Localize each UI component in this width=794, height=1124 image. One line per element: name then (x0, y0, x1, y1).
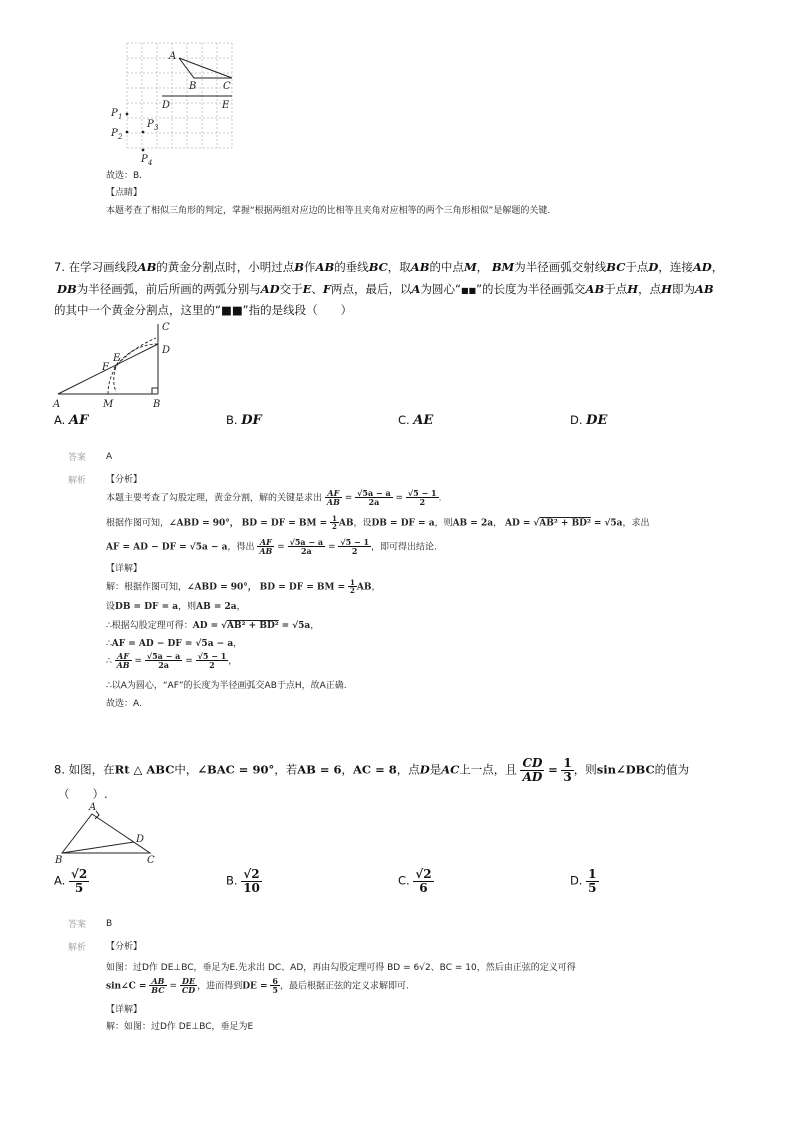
option-letter: A. (54, 413, 66, 427)
q7-detail-6: ∴以A为圆心，“AF”的长度为半径画弧交AB于点H，故A正确. (106, 681, 347, 691)
q7-fig-d: D (162, 345, 171, 356)
q7-text: ， (476, 260, 489, 274)
q7-detail-5: ∴ $\frac{AF}{AB}$ = $\frac{√5a - a}{2a}$ = $\frac{√5 - 1}{2}$ ， (106, 651, 238, 671)
q7-text: 的中点 (429, 260, 464, 274)
grid-label-p2: P (111, 128, 118, 139)
frac-num: 1 (350, 578, 355, 587)
q8-fig-a: A (89, 802, 97, 813)
detail-math: BD = DF = BM = (259, 582, 346, 593)
q8-text: ，点 (396, 762, 420, 777)
q8-math: AB = 6 (297, 762, 342, 777)
frac-den: 5 (74, 880, 84, 895)
frac-num: 1 (332, 514, 337, 523)
option-letter: B. (226, 413, 238, 427)
q7-text: ， (711, 260, 724, 274)
analysis-math: sin∠C = (106, 981, 147, 992)
q8-math: D (419, 762, 430, 777)
q8-line-2: （ ）. (58, 787, 108, 801)
frac-den: BC (151, 985, 165, 996)
q8-math: sin∠DBC (596, 762, 655, 777)
frac-num: √5a − a (357, 488, 391, 498)
detail-text: ∴ (106, 639, 112, 649)
q7-detail-3: ∴根据勾股定理可得：AD = √AB² + BD² = √5a， (106, 621, 320, 631)
detail-math: AF = AD − DF = √5a − a (111, 639, 234, 649)
frac-num: √5a − a (289, 537, 324, 547)
q7-sym: BM (491, 260, 515, 274)
q8-text: 的值为 (654, 762, 690, 777)
frac-den: 5 (272, 985, 278, 996)
q7-line-1 (54, 257, 723, 277)
frac-den: 2 (332, 522, 337, 532)
q7-sym: M (463, 260, 477, 274)
q8-math: AC = 8 (353, 762, 397, 777)
analysis-math: ∠ABD = 90°， (169, 518, 239, 529)
q8-analysis-label: 解析 (68, 943, 87, 953)
detail-math: AB (356, 582, 372, 593)
q8-text: 中， (174, 762, 198, 777)
analysis-text: ，求出 (622, 518, 650, 529)
detail-text: ，则 (178, 602, 197, 612)
q8-fig-c: C (147, 855, 155, 866)
q8-math: ∠BAC = 90° (197, 762, 275, 777)
frac-num: √5 − 1 (197, 651, 227, 661)
q7-analysis-label: 解析 (68, 476, 87, 486)
frac-den: CD (181, 985, 196, 996)
q8-text: 是 (429, 762, 442, 777)
option-letter: D. (570, 413, 583, 427)
detail-math: ∠ABD = 90°， (187, 582, 257, 593)
q7-sym: AD (260, 282, 280, 296)
grid-sub-3: 3 (154, 124, 159, 132)
q7-answer-label: 答案 (68, 453, 87, 463)
q7-text: 作 (304, 260, 316, 274)
q8-xiangjie: 【详解】 (106, 1005, 143, 1015)
detail-math: = √5a (281, 621, 311, 631)
option-letter: A. (54, 873, 66, 888)
frac-den: AB (116, 660, 130, 671)
answer-line: 故选：B. (106, 171, 143, 181)
q8-answer: B (106, 919, 113, 929)
q7-sym: AB (585, 282, 605, 296)
q7-sym: AB (315, 260, 335, 274)
q7-text: 、 (311, 282, 323, 296)
q7-answer: A (106, 452, 113, 462)
frac-num: √2 (70, 867, 88, 881)
frac-den: 2a (368, 497, 380, 508)
q8-text: ，则 (573, 762, 597, 777)
frac-den: 2a (300, 546, 312, 557)
q7-sym: DB (57, 282, 77, 296)
q7-text: ”的长度为半径画弧交 (476, 282, 586, 296)
q7-xiangjie: 【详解】 (106, 564, 143, 574)
q7-line-2 (57, 279, 714, 301)
analysis-text: ，进而得到 (197, 981, 243, 992)
q7-text: 为半径画弧交射线 (514, 260, 607, 274)
q7-detail-2: 设DB = DF = a，则AB = 2a， (106, 602, 246, 612)
sqrt-inner: AB² + BD² (539, 518, 591, 529)
q8-math: Rt △ ABC (114, 762, 175, 777)
q8-text: ， (341, 762, 353, 777)
q8-answer-label: 答案 (68, 920, 87, 930)
grid-label-p4: P (141, 154, 148, 165)
frac-den: AD (522, 769, 543, 784)
analysis-math: DE = (242, 981, 268, 992)
q7-sym: AB (694, 282, 714, 296)
q7-fig-f: F (102, 362, 109, 373)
q7-option-c[interactable] (398, 413, 433, 428)
q7-sym: F (322, 282, 332, 296)
tip-header: 【点睛】 (106, 188, 143, 198)
analysis-text: ，最后根据正弦的定义求解即可. (280, 981, 409, 992)
grid-sub-4: 4 (148, 159, 153, 167)
q7-text: ■■ (460, 286, 477, 295)
grid-sub-1: 1 (118, 113, 123, 121)
frac-num: √5 − 1 (407, 488, 437, 498)
detail-math: DB = DF = a (115, 602, 179, 612)
analysis-text: ，即可得出结论. (371, 542, 437, 553)
analysis-math: AD = (504, 518, 531, 529)
q8-fenxi: 【分析】 (106, 942, 143, 952)
option-letter: C. (398, 413, 410, 427)
grid-label-a: A (169, 51, 177, 62)
analysis-math: AB = 2a (452, 518, 494, 529)
q7-text: ，连接 (658, 260, 693, 274)
q8-fig-b: B (55, 855, 63, 866)
option-value: DF (241, 413, 262, 428)
option-letter: B. (226, 873, 238, 888)
frac-num: AF (257, 538, 274, 547)
detail-text: ∴根据勾股定理可得： (106, 621, 193, 631)
frac-den: 5 (588, 880, 597, 895)
q8-analysis-2: sin∠C = $\frac{AB}{BC}$ = $\frac{DE}{CD}$ ，进而得到DE = $\frac{6}{5}$ ，最后根据正弦的定义求解即可. (106, 976, 409, 996)
frac-num: 1 (563, 756, 572, 770)
q7-detail-1: 解：根据作图可知，∠ABD = 90°， BD = DF = BM = $\frac{1}{2}$ AB， (106, 578, 381, 596)
grid-figure (105, 38, 240, 168)
q7-sym: BC (606, 260, 626, 274)
frac-num: √2 (241, 868, 262, 882)
q7-detail-7: 故选：A. (106, 699, 142, 709)
option-value: DE (586, 413, 608, 428)
frac-den: AB (259, 546, 273, 557)
q7-text: 7. 在学习画线段 (54, 260, 138, 274)
q7-sym: BC (368, 260, 388, 274)
frac-den: 2a (158, 660, 169, 671)
q8-option-d[interactable] (570, 868, 599, 894)
q7-analysis-1: 本题主要考查了勾股定理，黄金分割，解的关键是求出 $\frac{AF}{AB}$ = $\frac{√5a - a}{2a}$ = $\frac{√5 - 1}{2}$ . (106, 488, 442, 508)
q8-option-b[interactable] (226, 868, 262, 894)
option-letter: D. (570, 873, 583, 888)
q7-fig-b: B (153, 399, 161, 410)
q7-detail-4: ∴AF = AD − DF = √5a − a， (106, 639, 243, 649)
frac-den: 6 (419, 880, 428, 895)
q7-text: 于点 (604, 282, 628, 296)
frac-den: 2 (209, 660, 215, 671)
frac-num: √5a − a (146, 651, 181, 661)
q7-fig-m: M (103, 399, 114, 410)
q8-analysis-1: 如图：过D作 DE⊥BC，垂足为E.先求出 DC、AD，再由勾股定理可得 BD = 6√2、BC = 10，然后由正弦的定义可得 (106, 963, 576, 973)
frac-den: 2 (351, 546, 358, 557)
q7-text: 为圆心“ (420, 282, 461, 296)
q7-analysis-2: 根据作图可知，∠ABD = 90°， BD = DF = BM = $\frac{1}{2}$ AB，设DB = DF = a，则AB = 2a， AD = √AB² + BD² = √5a，求出 (106, 514, 650, 532)
q7-text: 即为 (671, 282, 695, 296)
q7-sym: AB (137, 260, 157, 274)
option-letter: C. (398, 873, 410, 888)
q7-option-a[interactable] (54, 413, 88, 428)
frac-num: √5 − 1 (340, 537, 370, 547)
q7-fig-c: C (162, 322, 170, 333)
analysis-math: = √5a (593, 518, 623, 529)
q8-text: ，若 (274, 762, 298, 777)
grid-label-p3: P (147, 119, 154, 130)
analysis-math: AB (338, 518, 354, 529)
q7-option-d[interactable] (570, 413, 607, 428)
frac-num: AF (115, 652, 132, 661)
q7-sym: AB (410, 260, 430, 274)
detail-math: AB = 2a (196, 602, 237, 612)
frac-num: DE (180, 977, 197, 986)
analysis-text: ， (493, 518, 503, 529)
grid-sub-2: 2 (118, 133, 123, 141)
option-value: AE (413, 413, 434, 428)
frac-den: 2 (350, 586, 355, 596)
frac-num: AF (325, 489, 342, 498)
analysis-text: 本题主要考查了勾股定理，黄金分割，解的关键是求出 (106, 493, 323, 504)
q7-sym: H (627, 282, 639, 296)
frac-num: CD (522, 756, 543, 770)
analysis-text: ，设 (353, 518, 372, 529)
q8-text: 上一点，且 (459, 762, 517, 777)
q7-line-3: 的其中一个黄金分割点，这里的“■■”指的是线段（ ） (54, 303, 353, 317)
q7-text: 于点 (625, 260, 649, 274)
frac-den: AB (326, 497, 340, 508)
q8-text: 8. 如图，在 (54, 762, 115, 777)
grid-label-c: C (223, 81, 231, 92)
sqrt-inner: AB² + BD² (227, 621, 279, 631)
q7-text: 为半径画弧，前后所画的两弧分别与 (76, 282, 261, 296)
q7-sym: E (302, 282, 312, 296)
option-value: AF (68, 413, 89, 428)
grid-label-d: D (162, 100, 171, 111)
grid-label-b: B (189, 81, 197, 92)
q7-text: 的黄金分割点时，小明过点 (156, 260, 295, 274)
analysis-math: BD = DF = BM = (241, 518, 328, 529)
q8-detail-1: 解：如图：过D作 DE⊥BC，垂足为E (106, 1022, 254, 1032)
q7-text: 的垂线 (334, 260, 369, 274)
frac-den: 3 (563, 769, 572, 784)
grid-label-p1: P (111, 108, 118, 119)
q8-math: AC (441, 762, 460, 777)
tip-text: 本题考查了相似三角形的判定，掌握“根据两组对应边的比相等且夹角对应相等的两个三角形相似”是解题的关键. (106, 206, 551, 216)
q7-fig-a: A (53, 399, 61, 410)
grid-label-e: E (222, 100, 230, 111)
q7-analysis-3: AF = AD − DF = √5a − a，得出 $\frac{AF}{AB}$ = $\frac{√5a - a}{2a}$ = $\frac{√5 - 1}{2}$ ，即可得出结论. (106, 537, 437, 557)
q7-fenxi: 【分析】 (106, 475, 143, 485)
q8-figure (50, 797, 165, 867)
frac-num: 1 (588, 867, 597, 881)
frac-num: 6 (272, 976, 278, 986)
q7-option-b[interactable] (226, 413, 262, 428)
frac-den: 10 (243, 880, 260, 895)
q7-sym: D (648, 260, 659, 274)
q7-sym: AD (692, 260, 712, 274)
q7-text: 两点，最后，以 (331, 282, 412, 296)
analysis-text: ，则 (434, 518, 453, 529)
q8-fig-d: D (136, 834, 145, 845)
q7-text: 交于 (279, 282, 303, 296)
q8-line-1 (54, 757, 689, 783)
q7-sym: A (411, 282, 421, 296)
q8-option-a[interactable] (54, 868, 89, 894)
analysis-math: DB = DF = a (371, 518, 435, 529)
detail-math: AD = (192, 621, 219, 631)
q7-sym: H (661, 282, 672, 296)
q8-option-c[interactable] (398, 868, 434, 894)
frac-num: √2 (415, 867, 432, 881)
analysis-math: AF = AD − DF = √5a − a (106, 542, 228, 553)
detail-text: 设 (106, 602, 116, 612)
q8-math: = (548, 762, 558, 777)
detail-text: 解：根据作图可知， (106, 582, 188, 593)
q7-fig-e: E (113, 353, 121, 364)
frac-num: AB (149, 977, 166, 986)
q7-figure (48, 318, 178, 410)
analysis-text: ，得出 (227, 542, 255, 553)
q7-sym: B (294, 260, 305, 274)
q7-text: ，取 (387, 260, 411, 274)
q7-text: ，点 (638, 282, 662, 296)
analysis-text: 根据作图可知， (106, 518, 170, 529)
frac-den: 2 (419, 497, 426, 508)
